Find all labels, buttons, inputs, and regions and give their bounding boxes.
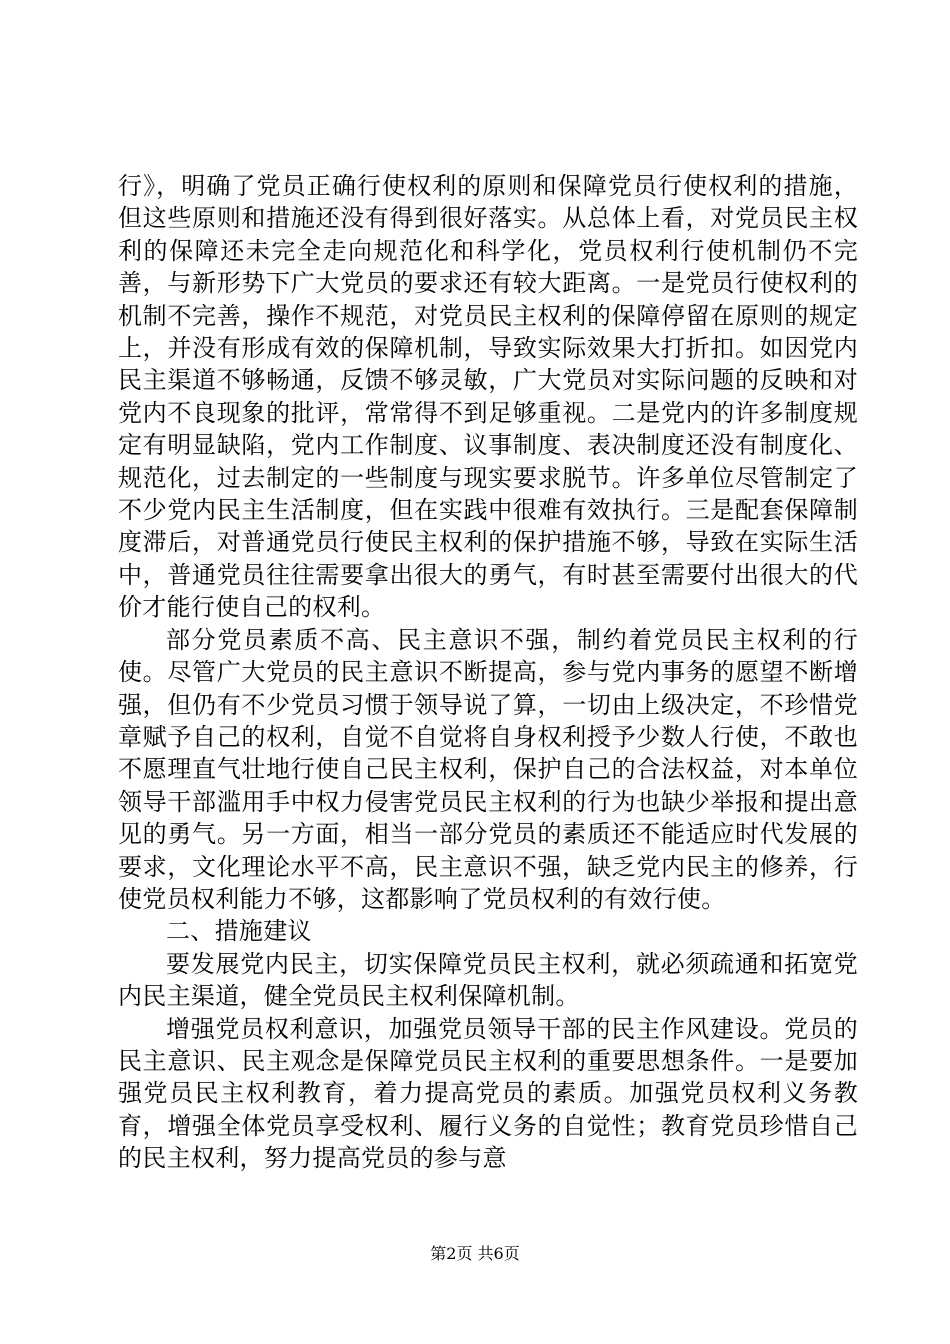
paragraph-2: 部分党员素质不高、民主意识不强，制约着党员民主权利的行使。尽管广大党员的民主意识不断提高，参与党内事务的愿望不断增强，但仍有不少党员习惯于领导说了算，一切由上级决定，不珍惜党章赋予自己的权利，自觉不自觉将自身权利授予少数人行使，不敢也不愿理直气壮地行使自己民主权利，保护自己的合法权益，对本单位领导干部滥用手中权力侵害党员民主权利的行为也缺少举报和提出意见的勇气。另一方面，相当一部分党员的素质还不能适应时代发展的要求，文化理论水平不高，民主意识不强，缺乏党内民主的修养，行使党员权利能力不够，这都影响了党员权利的有效行使。 (118, 625, 858, 913)
page-number: 第2页 共6页 (430, 1244, 520, 1263)
document-body (118, 170, 858, 1175)
paragraph-4: 增强党员权利意识，加强党员领导干部的民主作风建设。党员的民主意识、民主观念是保障党员民主权利的重要思想条件。一是要加强党员民主权利教育，着力提高党员的素质。加强党员权利义务教育，增强全体党员享受权利、履行义务的自觉性；教育党员珍惜自己的民主权利，努力提高党员的参与意 (118, 1014, 858, 1173)
section-heading: 二、措施建议 (166, 917, 312, 946)
paragraph-1: 行》，明确了党员正确行使权利的原则和保障党员行使权利的措施，但这些原则和措施还没有得到很好落实。从总体上看，对党员民主权利的保障还未完全走向规范化和科学化，党员权利行使机制仍不完善，与新形势下广大党员的要求还有较大距离。一是党员行使权利的机制不完善，操作不规范，对党员民主权利的保障停留在原则的规定上，并没有形成有效的保障机制，导致实际效果大打折扣。如因党内民主渠道不够畅通，反馈不够灵敏，广大党员对实际问题的反映和对党内不良现象的批评，常常得不到足够重视。二是党内的许多制度规定有明显缺陷，党内工作制度、议事制度、表决制度还没有制度化、规范化，过去制定的一些制度与现实要求脱节。许多单位尽管制定了不少党内民主生活制度，但在实践中很难有效执行。三是配套保障制度滞后，对普通党员行使民主权利的保护措施不够，导致在实际生活中，普通党员往往需要拿出很大的勇气，有时甚至需要付出很大的代价才能行使自己的权利。 (118, 172, 858, 622)
paragraph-3: 要发展党内民主，切实保障党员民主权利，就必须疏通和拓宽党内民主渠道，健全党员民主权利保障机制。 (118, 949, 858, 1011)
page-footer (0, 1244, 950, 1264)
